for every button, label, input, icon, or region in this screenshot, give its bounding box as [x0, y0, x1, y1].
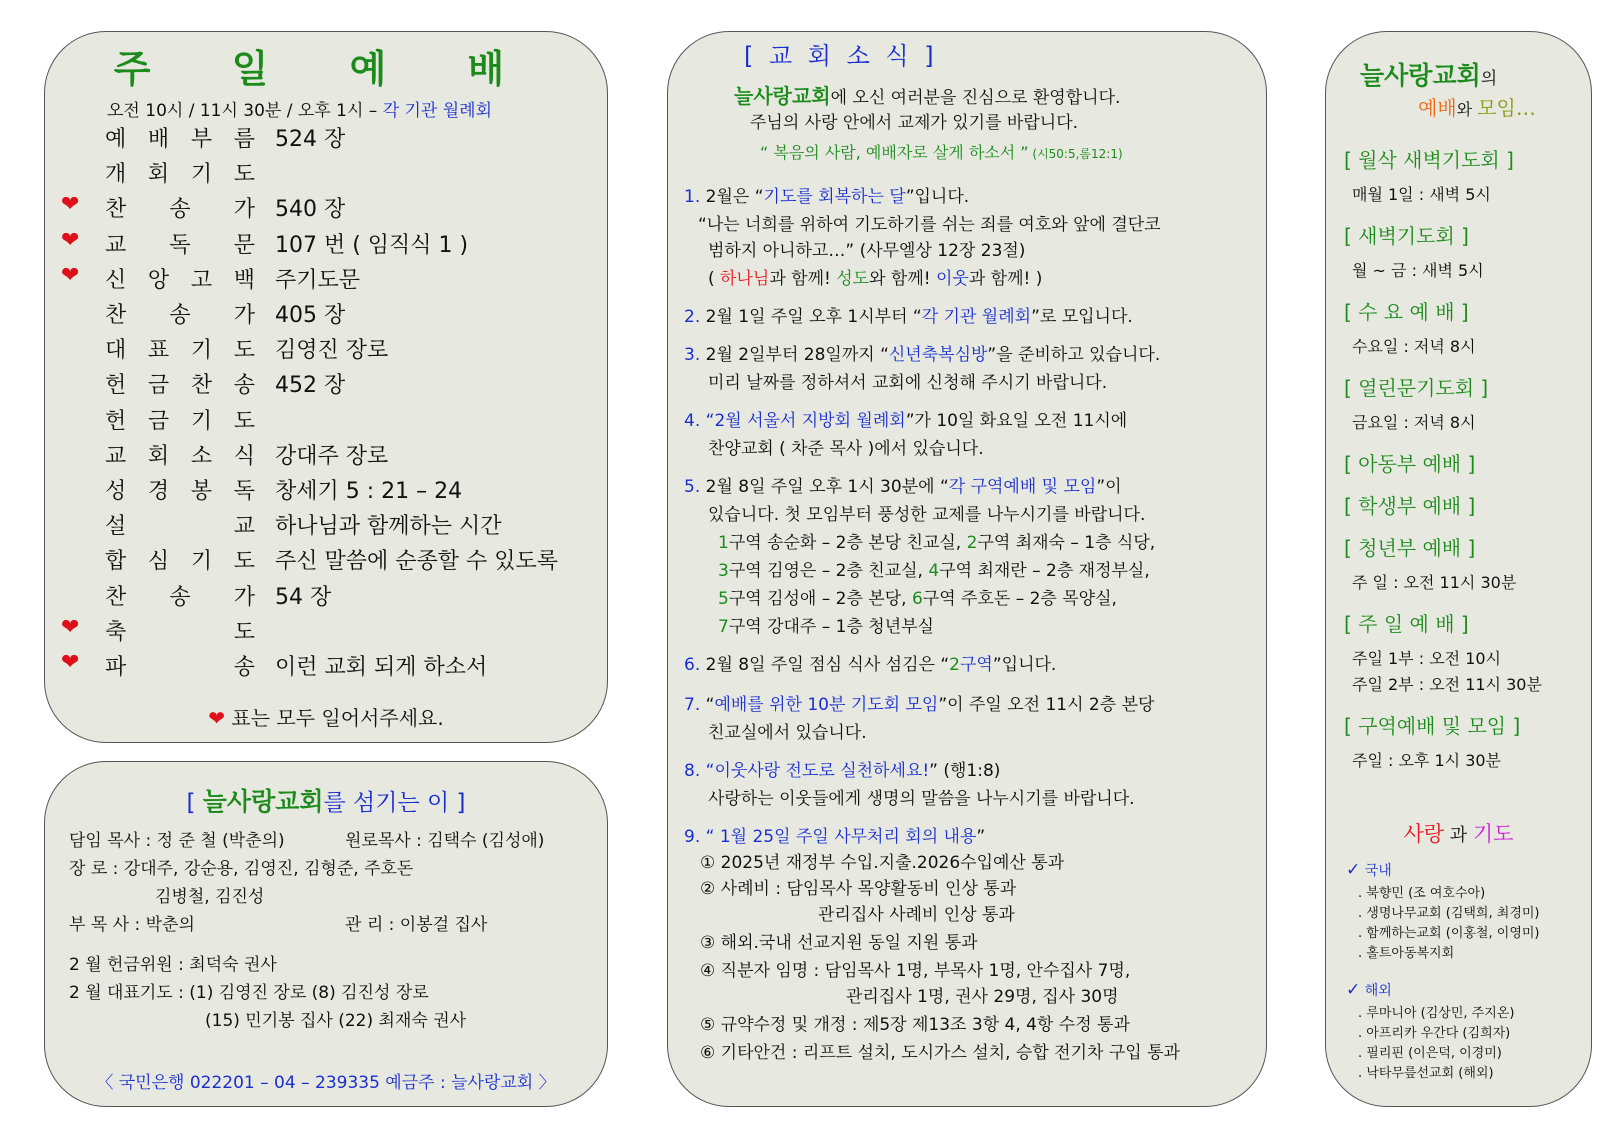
news-item-7-cont: 친교실에서 있습니다.	[708, 723, 867, 743]
emeritus-pastor: 원로목사 : 김택수 (김성애)	[345, 831, 545, 851]
schedule-section-heading: [ 새벽기도회 ]	[1344, 224, 1469, 248]
order-value: 452 장	[275, 373, 346, 399]
check-icon: ✓	[1346, 860, 1361, 880]
welcome-line: 늘사랑교회에 오신 여러분을 진심으로 환영합니다.	[734, 84, 1121, 108]
news-item-1: 1. 2월은 “기도를 회복하는 달”입니다.	[684, 187, 970, 207]
order-label: 합 심 기 도	[105, 549, 255, 575]
heart-icon: ❤	[61, 262, 80, 288]
meeting-minute-5: ⑤ 규약수정 및 개정 : 제5장 제13조 3항 4, 4항 수정 통과	[700, 1015, 1130, 1035]
order-value: 54 장	[275, 584, 332, 610]
order-label: 찬 송 가	[105, 584, 255, 610]
order-label: 신 앙 고 백	[105, 267, 255, 293]
prayer-leaders: 2 월 대표기도 : (1) 김영진 장로 (8) 김진성 장로	[69, 983, 429, 1003]
welcome-line-2: 주님의 사랑 안에서 교제가 있기를 바랍니다.	[750, 113, 1079, 133]
news-item-1-verse: “나는 너희를 위하여 기도하기를 쉬는 죄를 여호와 앞에 결단코	[698, 215, 1161, 235]
order-label: 교 회 소 식	[105, 443, 255, 469]
order-value: 이런 교회 되게 하소서	[275, 655, 488, 680]
schedule-section-heading: [ 열린문기도회 ]	[1344, 376, 1489, 400]
news-item-5-cont: 있습니다. 첫 모임부터 풍성한 교제를 나누시기를 바랍니다.	[708, 505, 1146, 525]
domestic-heading: ✓ 국내	[1346, 860, 1392, 880]
schedule-time: 월 ~ 금 : 새벽 5시	[1352, 261, 1484, 280]
order-label: 개 회 기 도	[105, 162, 255, 188]
order-label: 축 도	[105, 619, 255, 645]
schedule-section-heading: [ 월삭 새벽기도회 ]	[1344, 148, 1514, 172]
servants-panel	[44, 761, 608, 1107]
prayer-item: . 생명나무교회 (김택희, 최경미)	[1358, 906, 1540, 921]
order-label: 대 표 기 도	[105, 338, 255, 364]
order-value: 김영진 장로	[275, 338, 389, 364]
meeting-minute-6: ⑥ 기타안건 : 리프트 설치, 도시가스 설치, 승합 전기차 구입 통과	[700, 1043, 1180, 1063]
worship-times: 오전 10시 / 11시 30분 / 오후 1시 – 각 기관 월례회	[107, 101, 493, 121]
order-value: 하나님과 함께하는 시간	[275, 514, 502, 540]
schedule-section-heading: [ 청년부 예배 ]	[1344, 536, 1476, 560]
prayer-item: . 홀트아동복지회	[1358, 946, 1455, 961]
zone-line-1: 1구역 송순화 – 2층 본당 친교실, 2구역 최재숙 – 1층 식당,	[718, 533, 1156, 553]
order-value: 524 장	[275, 127, 346, 152]
prayer-heading: 사랑 과 기도	[1403, 822, 1514, 846]
schedule-time: 수요일 : 저녁 8시	[1352, 337, 1476, 356]
news-item-7: 7. “예배를 위한 10분 기도회 모임”이 주일 오전 11시 2층 본당	[684, 695, 1155, 715]
order-label: 헌 금 기 도	[105, 408, 255, 434]
schedule-time: 주일 1부 : 오전 10시	[1352, 649, 1502, 668]
overseas-heading: ✓ 해외	[1346, 980, 1392, 1000]
church-news-panel	[667, 31, 1267, 1107]
schedule-section-heading: [ 구역예배 및 모임 ]	[1344, 714, 1521, 738]
news-item-3-cont: 미리 날짜를 정하셔서 교회에 신청해 주시기 바랍니다.	[708, 373, 1108, 393]
order-value: 405 장	[275, 303, 346, 328]
zone-line-3: 5구역 김성애 – 2층 본당, 6구역 주호돈 – 2층 목양실,	[718, 589, 1117, 609]
prayer-item: . 아프리카 우간다 (김희자)	[1358, 1026, 1511, 1041]
worship-title: 주 일 예 배	[113, 47, 539, 91]
order-label: 파 송	[105, 655, 255, 680]
heart-icon: ❤	[61, 192, 80, 218]
order-value: 창세기 5 : 21 – 24	[275, 479, 463, 504]
prayer-item: . 북향민 (조 여호수아)	[1358, 886, 1486, 901]
order-value: 540 장	[275, 197, 346, 223]
order-value: 107 번 ( 임직식 1 )	[275, 232, 469, 258]
meeting-minute-3: ③ 해외.국내 선교지원 동일 지원 통과	[700, 933, 978, 953]
order-label: 설 교	[105, 514, 255, 540]
news-item-4-cont: 찬양교회 ( 차준 목사 )에서 있습니다.	[708, 439, 984, 459]
heart-icon: ❤	[61, 227, 80, 253]
meeting-minute-1: ① 2025년 재정부 수입.지출.2026수입예산 통과	[700, 853, 1065, 873]
meeting-minute-2b: 관리집사 사례비 인상 통과	[818, 905, 1015, 925]
order-value: 주신 말씀에 순종할 수 있도록	[275, 549, 558, 575]
order-label: 헌 금 찬 송	[105, 373, 255, 399]
schedule-subtitle: 예배와 모임…	[1418, 96, 1536, 120]
schedule-time: 주일 2부 : 오전 11시 30분	[1352, 675, 1542, 694]
schedule-section-heading: [ 아동부 예배 ]	[1344, 452, 1476, 476]
schedule-time: 주 일 : 오전 11시 30분	[1352, 573, 1517, 592]
zone-line-2: 3구역 김영은 – 2층 친교실, 4구역 최재란 – 2층 재정부실,	[718, 561, 1150, 581]
check-icon: ✓	[1346, 980, 1361, 1000]
meeting-minute-4: ④ 직분자 임명 : 담임목사 1명, 부목사 1명, 안수집사 7명,	[700, 961, 1131, 981]
heart-icon: ❤	[61, 614, 80, 640]
order-label: 예 배 부 름	[105, 127, 255, 152]
elders: 장 로 : 강대주, 강순용, 김영진, 김형준, 주호돈	[69, 859, 414, 879]
order-value: 주기도문	[275, 267, 361, 293]
prayer-item: . 필리핀 (이은덕, 이경미)	[1358, 1046, 1502, 1061]
elders-cont: 김병철, 김진성	[155, 887, 265, 907]
schedule-title: 늘사랑교회의	[1360, 61, 1498, 90]
associate-pastor: 부 목 사 : 박춘의	[69, 915, 195, 935]
manager: 관 리 : 이봉걸 집사	[345, 915, 488, 935]
prayer-item: . 루마니아 (김상민, 주지온)	[1358, 1006, 1515, 1021]
news-item-6: 6. 2월 8일 주일 점심 식사 섬김은 “2구역”입니다.	[684, 655, 1057, 675]
news-item-8-cont: 사랑하는 이웃들에게 생명의 말씀을 나누시기를 바랍니다.	[708, 789, 1135, 809]
heart-icon: ❤	[61, 650, 80, 675]
news-item-5: 5. 2월 8일 주일 오후 1시 30분에 “각 구역예배 및 모임”이	[684, 477, 1122, 497]
offering-committee: 2 월 헌금위원 : 최덕숙 권사	[69, 955, 277, 975]
order-label: 찬 송 가	[105, 197, 255, 223]
schedule-section-heading: [ 학생부 예배 ]	[1344, 494, 1476, 518]
order-label: 성 경 봉 독	[105, 479, 255, 504]
meeting-minute-2: ② 사례비 : 담임목사 목양활동비 인상 통과	[700, 879, 1017, 899]
meeting-minute-4b: 관리집사 1명, 권사 29명, 집사 30명	[846, 987, 1119, 1007]
news-item-1-together: ( 하나님과 함께! 성도와 함께! 이웃과 함께! )	[708, 269, 1043, 289]
news-item-4: 4. “2월 서울서 지방회 월례회”가 10일 화요일 오전 11시에	[684, 411, 1128, 431]
senior-pastor: 담임 목사 : 정 준 철 (박춘의)	[69, 831, 285, 851]
news-item-9: 9. “ 1월 25일 주일 사무처리 회의 내용”	[684, 827, 986, 847]
schedule-section-heading: [ 주 일 예 배 ]	[1344, 612, 1469, 636]
zone-line-4: 7구역 강대주 – 1층 청년부실	[718, 617, 934, 637]
servants-title: [ 늘사랑교회를 섬기는 이 ]	[186, 787, 466, 816]
prayer-item: . 함께하는교회 (이홍철, 이영미)	[1358, 926, 1540, 941]
year-theme: “ 복음의 사람, 예배자로 살게 하소서 ” (시50:5,롬12:1)	[760, 143, 1123, 162]
schedule-time: 매월 1일 : 새벽 5시	[1352, 185, 1491, 204]
news-item-1-verse-2: 범하지 아니하고…” (사무엘상 12장 23절)	[708, 241, 1026, 261]
schedule-panel	[1325, 31, 1592, 1107]
heart-icon: ❤	[208, 706, 226, 730]
standing-note: ❤ 표는 모두 일어서주세요.	[208, 706, 444, 730]
news-item-3: 3. 2월 2일부터 28일까지 “신년축복심방”을 준비하고 있습니다.	[684, 345, 1161, 365]
schedule-section-heading: [ 수 요 예 배 ]	[1344, 300, 1469, 324]
schedule-time: 주일 : 오후 1시 30분	[1352, 751, 1502, 770]
bank-account: 〈 국민은행 022201 – 04 – 239335 예금주 : 늘사랑교회 〉	[96, 1073, 556, 1093]
news-header: [ 교 회 소 식 ]	[744, 42, 938, 70]
prayer-leaders-cont: (15) 민기봉 집사 (22) 최재숙 권사	[205, 1011, 467, 1031]
order-label: 찬 송 가	[105, 303, 255, 328]
prayer-item: . 낙타무릎선교회 (해외)	[1358, 1066, 1494, 1081]
news-item-8: 8. “이웃사랑 전도로 실천하세요!” (행1:8)	[684, 761, 1001, 781]
schedule-time: 금요일 : 저녁 8시	[1352, 413, 1476, 432]
order-label: 교 독 문	[105, 232, 255, 258]
order-value: 강대주 장로	[275, 443, 389, 469]
worship-order-panel	[44, 31, 608, 743]
news-item-2: 2. 2월 1일 주일 오후 1시부터 “각 기관 월례회”로 모입니다.	[684, 307, 1133, 327]
